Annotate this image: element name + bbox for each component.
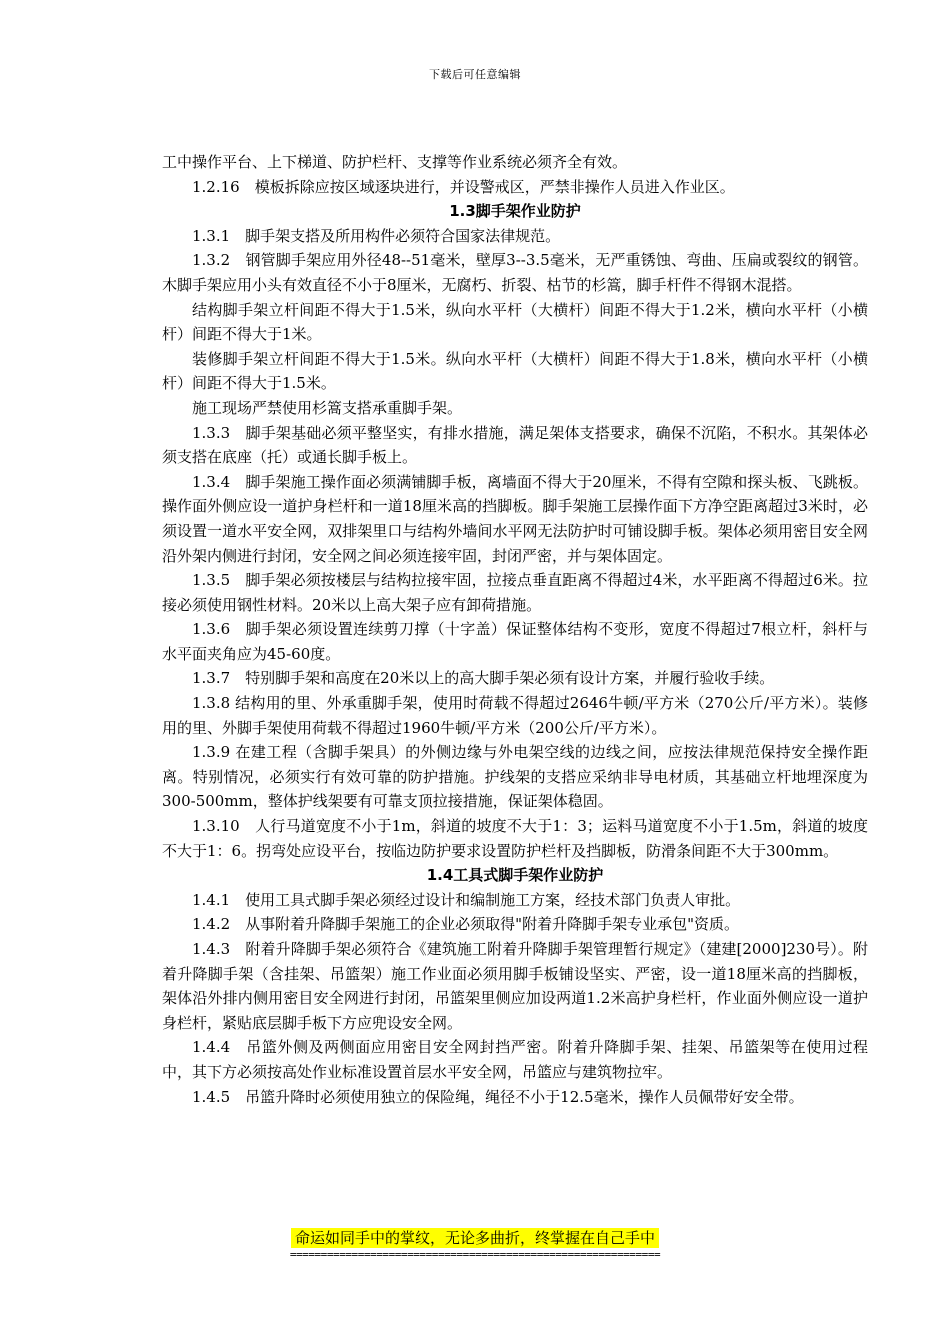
- paragraph: 1.4.5 吊篮升降时必须使用独立的保险绳，绳径不小于12.5毫米，操作人员佩带好安全带。: [192, 1087, 804, 1106]
- section-heading: 1.4工具式脚手架作业防护: [426, 866, 604, 885]
- footer-motto: [0, 1228, 950, 1248]
- paragraph: 1.3.10 人行马道宽度不小于1m，斜道的坡度不大于1：3；运料马道宽度不小于1.5m，斜道的坡度不大于1：6。拐弯处应设平台，按临边防护要求设置防护栏杆及挡脚板，防滑条间距不大于300mm。: [162, 817, 868, 860]
- section-heading: 1.3脚手架作业防护: [449, 202, 581, 221]
- paragraph: 1.3.8 结构用的里、外承重脚手架，使用时荷载不得超过2646牛顿/平方米（270公斤/平方米）。装修用的里、外脚手架使用荷载不得超过1960牛顿/平方米（200公斤/平方米）。: [162, 694, 868, 737]
- paragraph: 工中操作平台、上下梯道、防护栏杆、支撑等作业系统必须齐全有效。: [162, 153, 628, 171]
- paragraph: 1.3.7 特别脚手架和高度在20米以上的高大脚手架必须有设计方案，并履行验收手续。: [192, 669, 775, 688]
- paragraph: 1.3.2 钢管脚手架应用外径48--51毫米，壁厚3--3.5毫米，无严重锈蚀、弯曲、压扁或裂纹的钢管。木脚手架应用小头有效直径不小于8厘米，无腐朽、折裂、枯节的杉篙，脚手杆件不得钢木混搭。: [162, 251, 868, 294]
- document-body: [162, 150, 868, 1109]
- motto-highlight: 命运如同手中的掌纹，无论多曲折，终掌握在自己手中: [291, 1228, 659, 1248]
- paragraph: 1.4.2 从事附着升降脚手架施工的企业必须取得"附着升降脚手架专业承包"资质。: [192, 915, 739, 934]
- paragraph: 装修脚手架立杆间距不得大于1.5米。纵向水平杆（大横杆）间距不得大于1.8米，横向水平杆（小横杆）间距不得大于1.5米。: [162, 349, 868, 393]
- paragraph: 1.3.4 脚手架施工操作面必须满铺脚手板，离墙面不得大于20厘米，不得有空隙和探头板、飞跳板。操作面外侧应设一道护身栏杆和一道18厘米高的挡脚板。脚手架施工层操作面下方净空距离超过3米时，必须设置一道水平安全网，双排架里口与结构外墙间水平网无法防护时可铺设脚手板。架体必须用密目安全网沿外架内侧进行封闭，安全网之间必须连接牢固，封闭严密，并与架体固定。: [162, 472, 868, 565]
- paragraph: 结构脚手架立杆间距不得大于1.5米，纵向水平杆（大横杆）间距不得大于1.2米，横向水平杆（小横杆）间距不得大于1米。: [162, 300, 868, 344]
- paragraph: 施工现场严禁使用杉篙支搭承重脚手架。: [192, 398, 463, 417]
- paragraph: 1.4.4 吊篮外侧及两侧面应用密目安全网封挡严密。附着升降脚手架、挂架、吊篮架等在使用过程中，其下方必须按高处作业标准设置首层水平安全网，吊篮应与建筑物拉牢。: [162, 1038, 868, 1081]
- paragraph: 1.4.3 附着升降脚手架必须符合《建筑施工附着升降脚手架管理暂行规定》（建建[2000]230号）。附着升降脚手架（含挂架、吊篮架）施工作业面必须用脚手板铺设坚实、严密，设一道18厘米高的挡脚板，架体沿外排内侧用密目安全网进行封闭，吊篮架里侧应加设两道1.2米高护身栏杆，作业面外侧应设一道护身栏杆，紧贴底层脚手板下方应兜设安全网。: [162, 940, 868, 1032]
- paragraph: 1.3.1 脚手架支搭及所用构件必须符合国家法律规范。: [192, 226, 561, 245]
- paragraph: 1.2.16 模板拆除应按区域逐块进行，并设警戒区，严禁非操作人员进入作业区。: [192, 177, 735, 196]
- paragraph: 1.3.9 在建工程（含脚手架具）的外侧边缘与外电架空线的边线之间，应按法律规范保持安全操作距离。特别情况，必须实行有效可靠的防护措施。护线架的支搭应采纳非导电材质，其基础立杆地埋深度为300-500mm，整体护线架要有可靠支顶拉接措施，保证架体稳固。: [162, 743, 868, 811]
- paragraph: 1.4.1 使用工具式脚手架必须经过设计和编制施工方案，经技术部门负责人审批。: [192, 890, 741, 909]
- paragraph: 1.3.5 脚手架必须按楼层与结构拉接牢固，拉接点垂直距离不得超过4米，水平距离不得超过6米。拉接必须使用钢性材料。20米以上高大架子应有卸荷措施。: [162, 571, 868, 614]
- paragraph: 1.3.3 脚手架基础必须平整坚实，有排水措施，满足架体支搭要求，确保不沉陷，不积水。其架体必须支搭在底座（托）或通长脚手板上。: [162, 423, 868, 467]
- footer-divider: ============================================================: [289, 1248, 661, 1261]
- page-header: 下载后可任意编辑: [429, 68, 521, 81]
- paragraph: 1.3.6 脚手架必须设置连续剪刀撑（十字盖）保证整体结构不变形，宽度不得超过7根立杆，斜杆与水平面夹角应为45-60度。: [162, 620, 868, 663]
